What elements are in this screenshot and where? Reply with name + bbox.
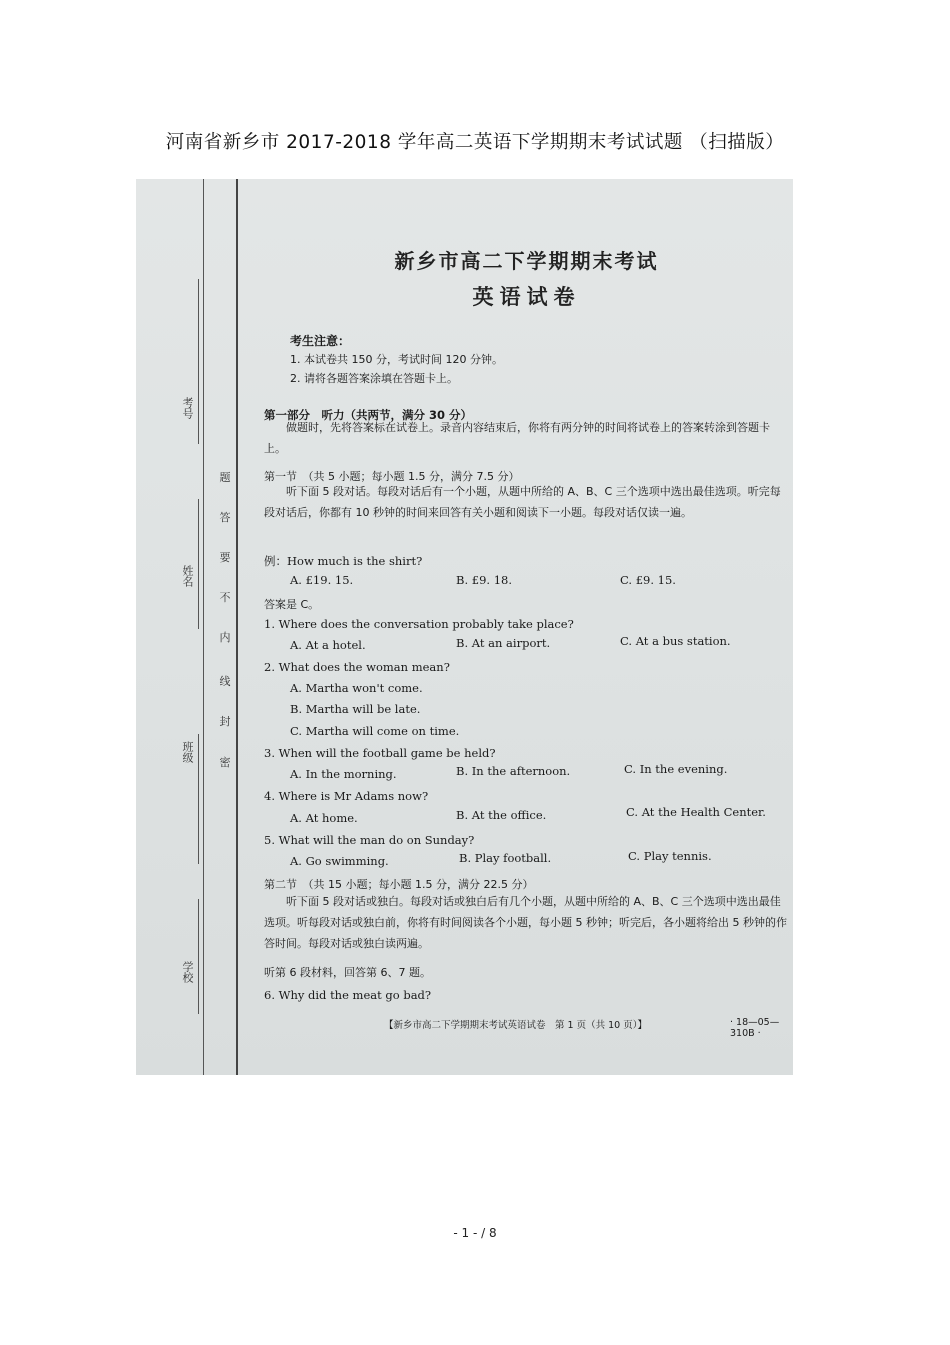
section1-intro: 听下面 5 段对话。每段对话后有一个小题，从题中所给的 A、B、C 三个选项中选出最佳选项。听完每段对话后，你都有 10 秒钟的时间来回答有关小题和阅读下一小题。每段对话仅读一遍。: [264, 485, 781, 519]
question-6: 6. Why did the meat go bad?: [264, 988, 432, 1002]
q5-option-c: C. Play tennis.: [628, 849, 712, 863]
name-label: 姓名: [181, 565, 194, 587]
binding-line-outer: [236, 179, 238, 1075]
document-title: 河南省新乡市 2017-2018 学年高二英语下学期期末考试试题 （扫描版）: [165, 132, 785, 153]
question-1: 1. Where does the conversation probably take place?: [264, 617, 574, 631]
q4-option-c: C. At the Health Center.: [626, 805, 766, 819]
q3-option-b: B. In the afternoon.: [456, 764, 571, 778]
school-line: [198, 899, 199, 1014]
q1-option-a: A. At a hotel.: [290, 638, 366, 652]
example-question: 例：How much is the shirt?: [264, 554, 423, 568]
exam-number-line: [198, 279, 199, 444]
class-label: 班级: [181, 741, 194, 763]
question-5: 5. What will the man do on Sunday?: [264, 833, 475, 847]
example-option-a: A. £19. 15.: [290, 573, 354, 587]
binding-line-inner: [203, 179, 204, 1075]
page-number: - 1 - / 8: [453, 1226, 497, 1240]
example-option-b: B. £9. 18.: [456, 573, 512, 587]
q4-option-a: A. At home.: [290, 811, 358, 825]
section2-intro: 听下面 5 段对话或独白。每段对话或独白后有几个小题，从题中所给的 A、B、C 三个选项中选出最佳选项。听每段对话或独白前，你将有时间阅读各个小题，每小题 5 秒钟；听完后，各小题将给出 5 秒钟的作答时间。每段对话或独白读两遍。: [264, 895, 787, 950]
section2-heading: 第二节 （共 15 小题；每小题 1.5 分，满分 22.5 分）: [264, 878, 534, 891]
q3-option-a: A. In the morning.: [290, 767, 397, 781]
example-option-c: C. £9. 15.: [620, 573, 676, 587]
school-label: 学校: [181, 961, 194, 983]
seal-char: 答: [219, 511, 231, 524]
exam-number-label: 考号: [181, 397, 194, 419]
q3-option-c: C. In the evening.: [624, 762, 728, 776]
listen-6-instruction: 听第 6 段材料，回答第 6、7 题。: [264, 966, 431, 979]
notice-heading: 考生注意：: [290, 334, 351, 348]
seal-char: 密: [219, 756, 231, 769]
seal-char: 要: [219, 551, 231, 564]
section1-heading: 第一节 （共 5 小题；每小题 1.5 分，满分 7.5 分）: [264, 470, 520, 483]
page-footer: 【新乡市高二下学期期末考试英语试卷 第 1 页（共 10 页）】: [384, 1020, 647, 1031]
seal-char: 不: [219, 591, 231, 604]
example-answer: 答案是 C。: [264, 598, 320, 611]
q1-option-b: B. At an airport.: [456, 636, 551, 650]
class-line: [198, 734, 199, 864]
seal-char: 题: [219, 471, 231, 484]
question-3: 3. When will the football game be held?: [264, 746, 496, 760]
q2-option-c: C. Martha will come on time.: [290, 724, 460, 738]
part1-intro: 做题时，先将答案标在试卷上。录音内容结束后，你将有两分钟的时间将试卷上的答案转涂到答题卡上。: [264, 421, 770, 455]
q5-option-a: A. Go swimming.: [290, 854, 389, 868]
question-2: 2. What does the woman mean?: [264, 660, 450, 674]
notice-item: 1. 本试卷共 150 分，考试时间 120 分钟。: [290, 353, 503, 366]
scanned-exam-page: [136, 179, 793, 1075]
q4-option-b: B. At the office.: [456, 808, 547, 822]
exam-content: [264, 179, 789, 1075]
part1-heading: 第一部分 听力（共两节，满分 30 分）: [264, 408, 473, 422]
q2-option-b: B. Martha will be late.: [290, 702, 421, 716]
seal-char: 封: [219, 715, 231, 728]
q5-option-b: B. Play football.: [459, 851, 552, 865]
exam-subtitle: 英语试卷: [472, 285, 581, 309]
q1-option-c: C. At a bus station.: [620, 634, 731, 648]
q2-option-a: A. Martha won't come.: [290, 681, 423, 695]
notice-item: 2. 请将各题答案涂填在答题卡上。: [290, 372, 458, 385]
seal-char: 内: [219, 631, 231, 644]
exam-title: 新乡市高二下学期期末考试: [394, 249, 659, 273]
question-4: 4. Where is Mr Adams now?: [264, 789, 429, 803]
name-line: [198, 499, 199, 629]
seal-char: 线: [219, 675, 231, 688]
paper-code: · 18—05—310B ·: [730, 1017, 780, 1039]
